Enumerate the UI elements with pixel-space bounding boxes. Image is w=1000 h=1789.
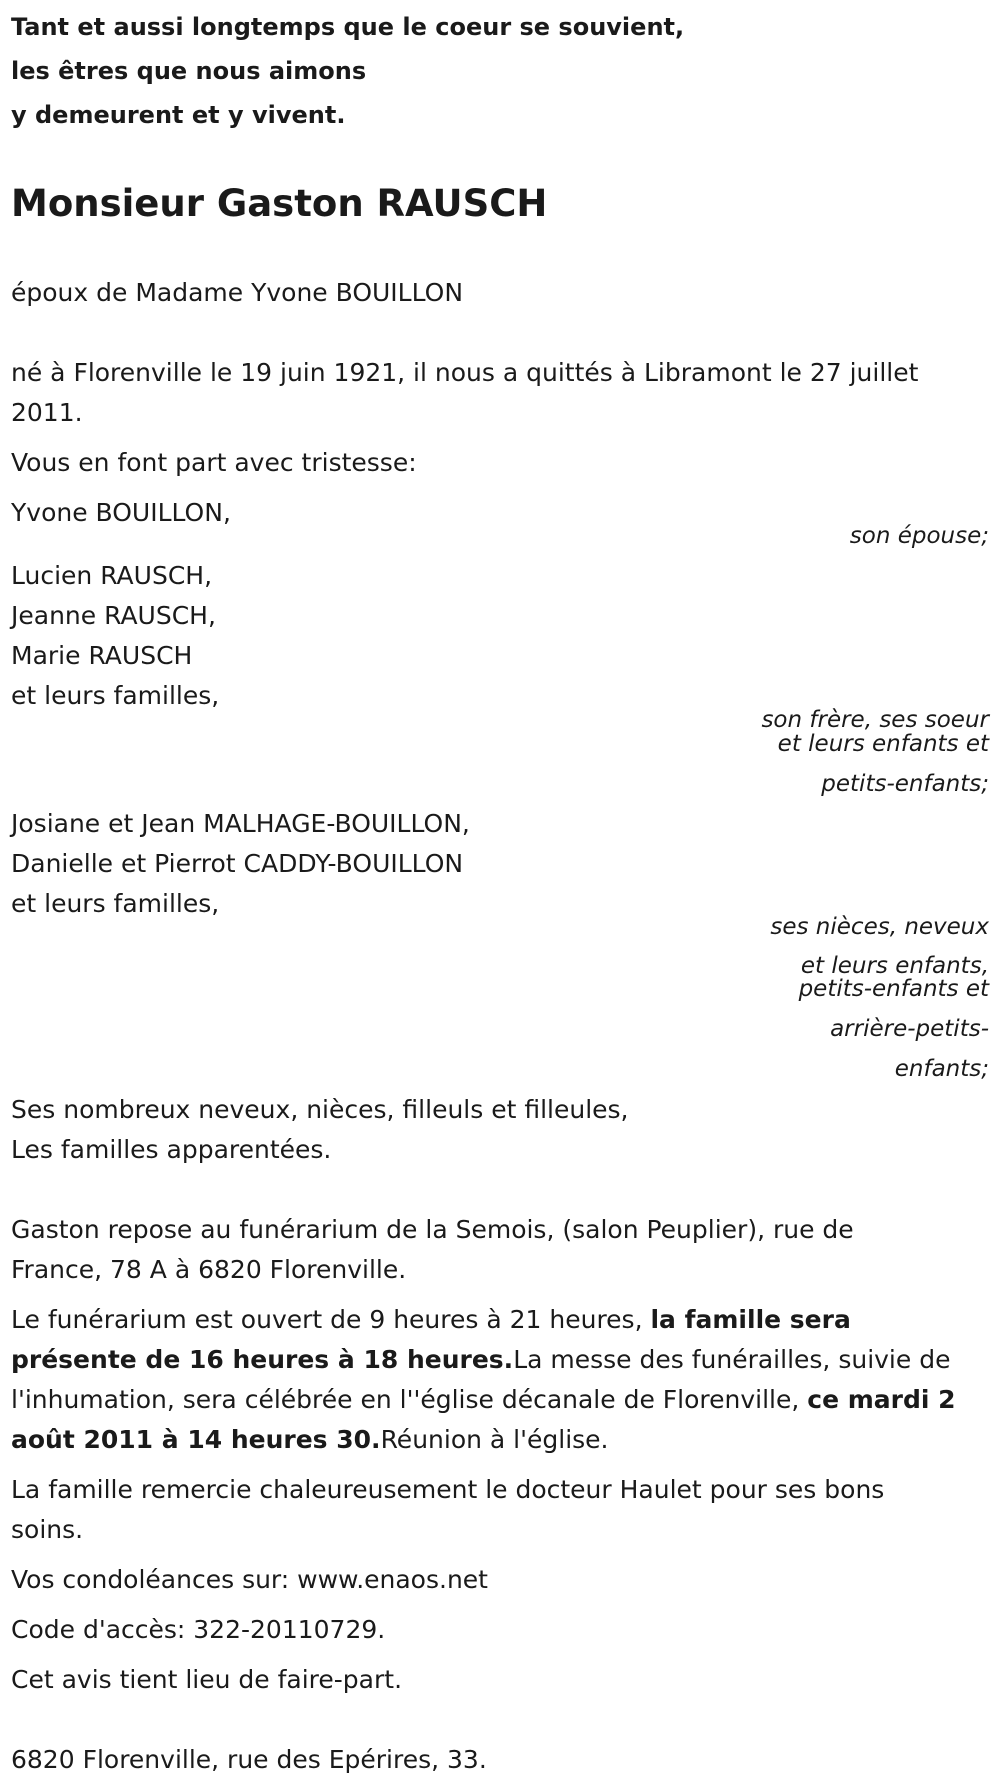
- other-relatives: Les familles apparentées.: [11, 1135, 332, 1164]
- hours-line: [11, 1300, 851, 1340]
- family-relation: et leurs enfants et: [777, 731, 989, 757]
- family-relation: son frère, ses soeur: [761, 707, 989, 733]
- announcement-intro: Vous en font part avec tristesse:: [11, 448, 417, 477]
- poem-line: y demeurent et y vivent.: [11, 101, 346, 129]
- poem: [11, 2, 684, 140]
- family-name: Danielle et Pierrot CADDY-BOUILLON: [11, 849, 464, 878]
- family-name: Yvone BOUILLON,: [11, 498, 231, 527]
- mass-date: ce mardi 2: [807, 1385, 956, 1414]
- mass-text: l'inhumation, sera célébrée en l''église décanale de Florenville,: [11, 1385, 808, 1414]
- family-relation: ses nièces, neveux: [770, 914, 989, 940]
- thanks-line: soins.: [11, 1515, 84, 1544]
- family-relation: petits-enfants et: [798, 976, 989, 1002]
- mass-line: [11, 1380, 956, 1420]
- poem-line: les êtres que nous aimons: [11, 57, 367, 85]
- family-name: et leurs familles,: [11, 681, 220, 710]
- hours-emphasis: la famille sera: [650, 1305, 851, 1334]
- hours-emphasis: présente de 16 heures à 18 heures.: [11, 1345, 514, 1374]
- notice-line: Cet avis tient lieu de faire-part.: [11, 1665, 403, 1694]
- condolences-line: Vos condoléances sur: www.enaos.net: [11, 1565, 488, 1594]
- spouse-line: époux de Madame Yvone BOUILLON: [11, 278, 464, 307]
- repose-info: Gaston repose au funérarium de la Semois, (salon Peuplier), rue de: [11, 1215, 854, 1244]
- family-name: et leurs familles,: [11, 889, 220, 918]
- hours-line: [11, 1340, 950, 1380]
- mass-text: La messe des funérailles, suivie de: [513, 1345, 951, 1374]
- meeting-text: Réunion à l'église.: [380, 1425, 609, 1454]
- family-relation: petits-enfants;: [821, 771, 989, 797]
- deceased-name: Monsieur Gaston RAUSCH: [11, 182, 548, 225]
- family-name: Josiane et Jean MALHAGE-BOUILLON,: [11, 809, 470, 838]
- family-relation: son épouse;: [849, 523, 989, 549]
- family-relation: et leurs enfants,: [800, 953, 989, 979]
- family-name: Lucien RAUSCH,: [11, 561, 213, 590]
- poem-line: Tant et aussi longtemps que le coeur se souvient,: [11, 13, 685, 41]
- birth-death-line: 2011.: [11, 398, 83, 427]
- obituary-notice: [11, 0, 991, 1789]
- family-name: Jeanne RAUSCH,: [11, 601, 216, 630]
- address-line: 6820 Florenville, rue des Epérires, 33.: [11, 1745, 487, 1774]
- family-relation: arrière-petits-: [830, 1016, 989, 1042]
- mass-date: août 2011 à 14 heures 30.: [11, 1425, 381, 1454]
- hours-text: Le funérarium est ouvert de 9 heures à 21 heures,: [11, 1305, 651, 1334]
- family-relation: enfants;: [894, 1056, 989, 1082]
- mass-line: [11, 1420, 609, 1460]
- birth-death-line: né à Florenville le 19 juin 1921, il nous a quittés à Libramont le 27 juillet: [11, 358, 919, 387]
- repose-info: France, 78 A à 6820 Florenville.: [11, 1255, 407, 1284]
- family-name: Marie RAUSCH: [11, 641, 193, 670]
- access-code: Code d'accès: 322-20110729.: [11, 1615, 386, 1644]
- other-relatives: Ses nombreux neveux, nièces, filleuls et filleules,: [11, 1095, 629, 1124]
- thanks-line: La famille remercie chaleureusement le docteur Haulet pour ses bons: [11, 1475, 885, 1504]
